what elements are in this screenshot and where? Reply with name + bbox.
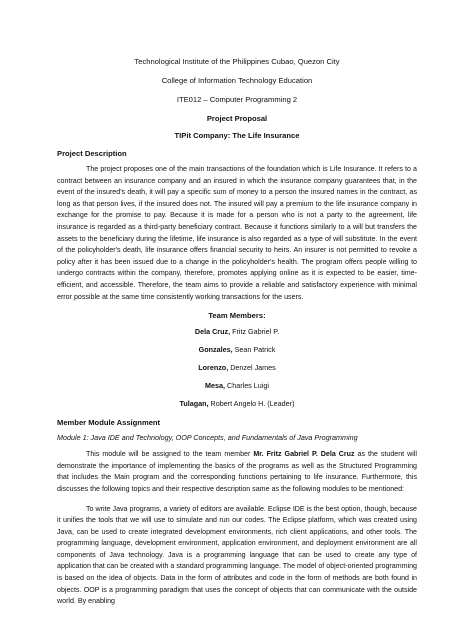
member-surname: Tulagan, bbox=[179, 399, 209, 409]
institute-name: Technological Institute of the Philippines Cubao, Quezon City bbox=[134, 57, 340, 66]
team-member bbox=[0, 399, 474, 408]
project-description-text: The project proposes one of the main transactions of the foundation which is Life Insurance. It refers to a contract between an insurance company and an insured in which the insurance company guarantees that, in the event of the insured's death, it will pay a specific sum of money to a person the insured names in the contract, as long as that person lives, if the insured does not. The insured will pay a premium to the life insurance company in exchange for the promise to pay. Because it is made for a person who is not a party to the agreement, life insurance is regarded as a third-party beneficiary contract. Because it functions similarly to a will but transfers the assets to the beneficiary during the lifetime, life insurance is also regarded as a type of will substitute. In the event of the policyholder's death, life insurance offers financial security to heirs. An insurer is not permitted to revoke a policy after it has been issued due to a change in the policyholder's health. The program offers people willing to undergo contracts within the company, therefore, promotes applying online as it is expected to be easier, time-efficient, and accessible. Therefore, the team aims to provide a reliable and satisfactory experience with minimal error possible at the same time consistently working transactions for the users. bbox=[57, 165, 417, 301]
proposal-title: Project Proposal bbox=[206, 114, 268, 123]
module-1-title: Module 1: Java IDE and Technology, OOP Concepts, and Fundamentals of Java Programming bbox=[57, 433, 358, 443]
college-name: College of Information Technology Education bbox=[161, 76, 313, 85]
member-given-name: Sean Patrick bbox=[232, 345, 276, 355]
member-surname: Dela Cruz, bbox=[194, 327, 231, 337]
member-surname: Mesa, bbox=[205, 381, 226, 391]
team-member bbox=[0, 327, 474, 336]
company-title: TIPit Company: The Life Insurance bbox=[174, 131, 300, 140]
member-given-name: Denzel James bbox=[228, 363, 276, 373]
module-1-assignment-text bbox=[57, 449, 417, 495]
team-members-heading: Team Members: bbox=[208, 311, 266, 321]
team-member bbox=[0, 363, 474, 372]
assignment-body: as the student will demonstrate the importance of implementing the basics of the programs as well as the Structured Programming that includes the Main program and the corresponding functions pertaining to life insurance. Furthermore, this discusses the following topics and their respective description same as the following modules to be mentioned: bbox=[57, 450, 417, 493]
member-given-name: Charles Luigi bbox=[225, 381, 269, 391]
team-member bbox=[0, 345, 474, 354]
java-ide-description: To write Java programs, a variety of editors are available. Eclipse IDE is the best option, though, because it unifies the tools that we will use to simulate and run our codes. The Eclipse platform, which was created using Java, can be used to create integrated development environments, rich client applications, and other tools. The programming language, development environment, application environment, and deployment environment are all components of Java technology. Java is a programming language that can be used to create any type of application that can be created with a standard programming language. The model of object-oriented programming is based on the idea of objects. Data in the form of attributes and code in the form of methods are both found in objects. OOP is a programming paradigm that uses the concept of objects that can communicate with the outside world. By enabling bbox=[57, 504, 417, 606]
project-description-heading: Project Description bbox=[57, 149, 127, 158]
team-member bbox=[0, 381, 474, 390]
assignment-intro: This module will be assigned to the team member bbox=[86, 450, 254, 459]
assignee-name: Mr. Fritz Gabriel P. Dela Cruz bbox=[253, 450, 355, 459]
member-given-name: Fritz Gabriel P. bbox=[230, 327, 280, 337]
document-header bbox=[0, 0, 474, 141]
member-given-name: Robert Angelo H. (Leader) bbox=[208, 399, 295, 409]
member-surname: Lorenzo, bbox=[198, 363, 229, 373]
member-module-heading: Member Module Assignment bbox=[57, 418, 161, 428]
member-surname: Gonzales, bbox=[198, 345, 233, 355]
course-code: ITE012 – Computer Programming 2 bbox=[176, 95, 298, 104]
